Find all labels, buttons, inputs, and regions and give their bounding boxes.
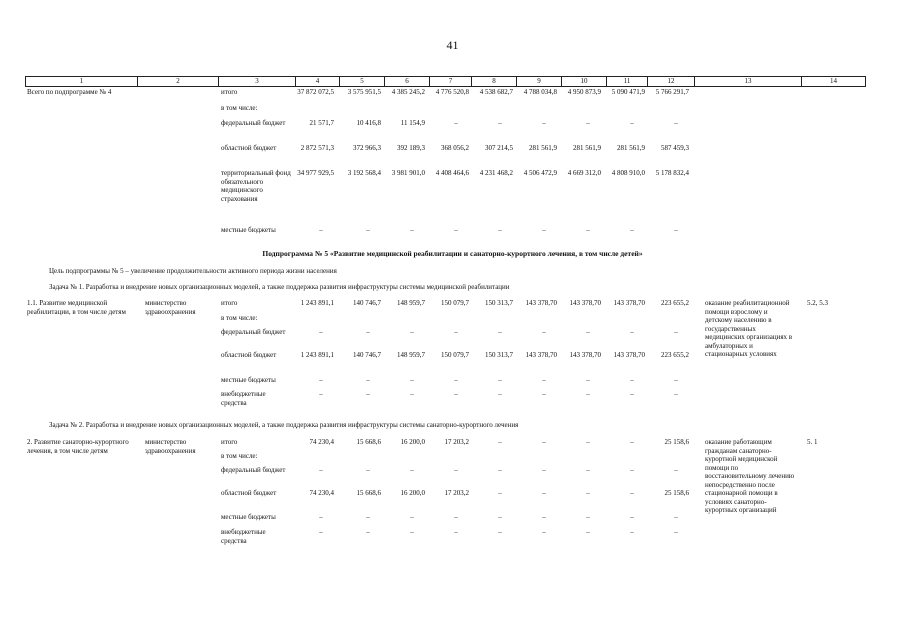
value-cell: 3 192 568,4 — [347, 169, 381, 177]
value-cell: 223 655,2 — [661, 299, 689, 307]
row-label: в том числе: — [221, 452, 258, 460]
value-cell: 5 178 832,4 — [655, 169, 689, 177]
value-cell: – — [454, 226, 458, 234]
header-col-11: 11 — [607, 77, 648, 86]
value-cell: 143 378,70 — [613, 299, 645, 307]
row-label: внебюджетные средства — [221, 528, 266, 545]
header-col-14: 14 — [802, 77, 866, 86]
value-cell: – — [630, 376, 634, 384]
item2-name: 2. Развитие санаторно-курортного лечения, в том числе детям — [27, 438, 129, 455]
value-cell: – — [454, 119, 458, 127]
value-cell: 143 378,70 — [569, 299, 601, 307]
value-cell: – — [366, 513, 370, 521]
value-cell: 4 385 245,2 — [391, 88, 425, 96]
row-label: федеральный бюджет — [221, 466, 286, 474]
value-cell: 150 313,7 — [485, 351, 513, 359]
row-label: в том числе: — [221, 314, 258, 322]
block4-name: Всего по подпрограмме № 4 — [27, 88, 112, 96]
value-cell: – — [498, 390, 502, 398]
value-cell: – — [454, 528, 458, 536]
value-cell: – — [586, 438, 590, 446]
value-cell: – — [319, 513, 323, 521]
value-cell: 4 776 520,8 — [435, 88, 469, 96]
row-label: федеральный бюджет — [221, 328, 286, 336]
value-cell: 2 872 571,3 — [300, 144, 334, 152]
value-cell: 150 079,7 — [441, 299, 469, 307]
value-cell: – — [498, 438, 502, 446]
row-label: областной бюджет — [221, 489, 277, 497]
row-label: местные бюджеты — [221, 226, 276, 234]
value-cell: – — [630, 466, 634, 474]
value-cell: – — [542, 438, 546, 446]
value-cell: – — [454, 390, 458, 398]
value-cell: 148 959,7 — [397, 351, 425, 359]
value-cell: – — [586, 466, 590, 474]
value-cell: 281 561,9 — [617, 144, 645, 152]
value-cell: 16 200,0 — [400, 438, 425, 446]
value-cell: – — [542, 119, 546, 127]
item1-executor: министерство здравоохранения — [145, 299, 196, 316]
value-cell: – — [674, 376, 678, 384]
value-cell: – — [630, 438, 634, 446]
value-cell: – — [410, 376, 414, 384]
value-cell: 21 571,7 — [309, 119, 334, 127]
value-cell: 307 214,5 — [485, 144, 513, 152]
value-cell: 17 203,2 — [444, 438, 469, 446]
value-cell: – — [410, 466, 414, 474]
value-cell: 4 506 472,9 — [523, 169, 557, 177]
item1-indicators: 5.2, 5.3 — [807, 299, 828, 307]
value-cell: 587 459,3 — [661, 144, 689, 152]
value-cell: – — [319, 226, 323, 234]
value-cell: – — [498, 119, 502, 127]
header-col-7: 7 — [430, 77, 472, 86]
value-cell: – — [366, 466, 370, 474]
value-cell: 25 158,6 — [664, 489, 689, 497]
value-cell: – — [630, 513, 634, 521]
item1-result: оказание реабилитационной помощи взрослому и детскому населению в государственных медицинских организациях в амбулаторных и стационарных условиях — [705, 299, 793, 358]
value-cell: 143 378,70 — [613, 351, 645, 359]
header-col-2: 2 — [138, 77, 219, 86]
value-cell: – — [586, 528, 590, 536]
value-cell: 3 575 951,5 — [347, 88, 381, 96]
task-2: Задача № 2. Разработка и внедрение новых организационных моделей, а также поддержка развития инфраструктуры системы санаторно-курортного лечения — [49, 421, 519, 429]
header-col-10: 10 — [562, 77, 607, 86]
value-cell: – — [674, 528, 678, 536]
value-cell: – — [586, 119, 590, 127]
row-label: итого — [221, 438, 238, 446]
header-col-12: 12 — [648, 77, 695, 86]
value-cell: – — [319, 376, 323, 384]
value-cell: 34 977 929,5 — [297, 169, 334, 177]
value-cell: – — [674, 390, 678, 398]
row-label: в том числе: — [221, 104, 258, 112]
value-cell: 143 378,70 — [569, 351, 601, 359]
value-cell: – — [586, 328, 590, 336]
value-cell: 3 981 901,0 — [391, 169, 425, 177]
item1-name: 1.1. Развитие медицинской реабилитации, в том числе детям — [27, 299, 126, 316]
row-label: местные бюджеты — [221, 513, 276, 521]
value-cell: 4 408 464,6 — [435, 169, 469, 177]
value-cell: – — [630, 119, 634, 127]
value-cell: – — [674, 466, 678, 474]
value-cell: – — [366, 528, 370, 536]
header-col-13: 13 — [695, 77, 802, 86]
value-cell: 150 079,7 — [441, 351, 469, 359]
value-cell: – — [630, 489, 634, 497]
header-col-6: 6 — [385, 77, 430, 86]
value-cell: – — [586, 390, 590, 398]
value-cell: 4 231 468,2 — [479, 169, 513, 177]
value-cell: 10 416,8 — [356, 119, 381, 127]
value-cell: 140 746,7 — [353, 299, 381, 307]
value-cell: – — [454, 513, 458, 521]
value-cell: – — [586, 513, 590, 521]
value-cell: – — [586, 226, 590, 234]
header-col-3: 3 — [219, 77, 296, 86]
value-cell: 150 313,7 — [485, 299, 513, 307]
value-cell: – — [586, 489, 590, 497]
task-1: Задача № 1. Разработка и внедрение новых организационных моделей, а также поддержка развития инфраструктуры системы медицинской реабилитации — [49, 283, 510, 291]
value-cell: 140 746,7 — [353, 351, 381, 359]
value-cell: – — [498, 528, 502, 536]
value-cell: – — [319, 328, 323, 336]
value-cell: 25 158,6 — [664, 438, 689, 446]
value-cell: – — [498, 489, 502, 497]
row-label: итого — [221, 88, 238, 96]
value-cell: – — [366, 390, 370, 398]
row-label: федеральный бюджет — [221, 119, 286, 127]
value-cell: 74 230,4 — [309, 489, 334, 497]
value-cell: 143 378,70 — [525, 299, 557, 307]
value-cell: – — [366, 328, 370, 336]
value-cell: 4 538 682,7 — [479, 88, 513, 96]
value-cell: – — [410, 513, 414, 521]
value-cell: 5 090 471,9 — [611, 88, 645, 96]
value-cell: – — [498, 226, 502, 234]
row-label: областной бюджет — [221, 351, 277, 359]
value-cell: 1 243 891,1 — [300, 351, 334, 359]
value-cell: – — [542, 226, 546, 234]
value-cell: 15 668,6 — [356, 489, 381, 497]
value-cell: – — [319, 528, 323, 536]
value-cell: 143 378,70 — [525, 351, 557, 359]
value-cell: – — [542, 466, 546, 474]
value-cell: – — [674, 119, 678, 127]
value-cell: 4 669 312,0 — [567, 169, 601, 177]
value-cell: 37 872 072,5 — [297, 88, 334, 96]
value-cell: – — [410, 226, 414, 234]
row-label: итого — [221, 299, 238, 307]
value-cell: – — [410, 528, 414, 536]
value-cell: 392 189,3 — [397, 144, 425, 152]
value-cell: – — [542, 328, 546, 336]
value-cell: – — [410, 390, 414, 398]
value-cell: – — [630, 528, 634, 536]
value-cell: 368 056,2 — [441, 144, 469, 152]
value-cell: – — [366, 376, 370, 384]
value-cell: – — [498, 466, 502, 474]
value-cell: – — [586, 376, 590, 384]
value-cell: 15 668,6 — [356, 438, 381, 446]
value-cell: 11 154,9 — [400, 119, 425, 127]
value-cell: – — [542, 390, 546, 398]
value-cell: – — [498, 376, 502, 384]
value-cell: 372 966,3 — [353, 144, 381, 152]
value-cell: – — [319, 390, 323, 398]
header-col-1: 1 — [26, 77, 138, 86]
value-cell: – — [674, 226, 678, 234]
value-cell: – — [454, 466, 458, 474]
item2-result: оказание работающим гражданам санаторно-курортной медицинской помощи по восстановительному лечению непосредственно после стационарной помощи в условиях санаторно-курортных организаций — [705, 438, 795, 514]
value-cell: 148 959,7 — [397, 299, 425, 307]
value-cell: 5 766 291,7 — [655, 88, 689, 96]
value-cell: – — [542, 489, 546, 497]
value-cell: – — [674, 513, 678, 521]
column-number-header — [25, 76, 866, 87]
value-cell: – — [498, 513, 502, 521]
row-label: внебюджетные средства — [221, 390, 266, 407]
value-cell: 17 203,2 — [444, 489, 469, 497]
value-cell: 4 808 910,0 — [611, 169, 645, 177]
header-col-5: 5 — [340, 77, 385, 86]
value-cell: – — [366, 226, 370, 234]
value-cell: 281 561,9 — [529, 144, 557, 152]
value-cell: – — [630, 328, 634, 336]
value-cell: – — [454, 376, 458, 384]
value-cell: 1 243 891,1 — [300, 299, 334, 307]
value-cell: – — [674, 328, 678, 336]
value-cell: 281 561,9 — [573, 144, 601, 152]
value-cell: – — [498, 328, 502, 336]
subprogram-goal: Цель подпрограммы № 5 – увеличение продолжительности активного периода жизни населения — [49, 267, 337, 275]
value-cell: – — [542, 528, 546, 536]
header-col-8: 8 — [472, 77, 517, 86]
value-cell: 4 788 034,8 — [523, 88, 557, 96]
value-cell: – — [410, 328, 414, 336]
item2-executor: министерство здравоохранения — [145, 438, 196, 455]
value-cell: 223 655,2 — [661, 351, 689, 359]
value-cell: – — [630, 226, 634, 234]
value-cell: – — [319, 466, 323, 474]
row-label: областной бюджет — [221, 144, 277, 152]
value-cell: – — [454, 328, 458, 336]
value-cell: 4 950 873,9 — [567, 88, 601, 96]
subprogram-title: Подпрограмма № 5 «Развитие медицинской реабилитации и санаторно-курортного лечения, в том числе детей» — [262, 249, 643, 258]
row-label: местные бюджеты — [221, 376, 276, 384]
value-cell: – — [630, 390, 634, 398]
page-number: 41 — [446, 38, 459, 52]
header-col-9: 9 — [517, 77, 562, 86]
row-label: территориальный фонд обязательного медицинского страхования — [221, 169, 291, 203]
value-cell: 16 200,0 — [400, 489, 425, 497]
value-cell: 74 230,4 — [309, 438, 334, 446]
header-col-4: 4 — [296, 77, 340, 86]
value-cell: – — [542, 376, 546, 384]
item2-indicators: 5. 1 — [807, 438, 818, 446]
value-cell: – — [542, 513, 546, 521]
